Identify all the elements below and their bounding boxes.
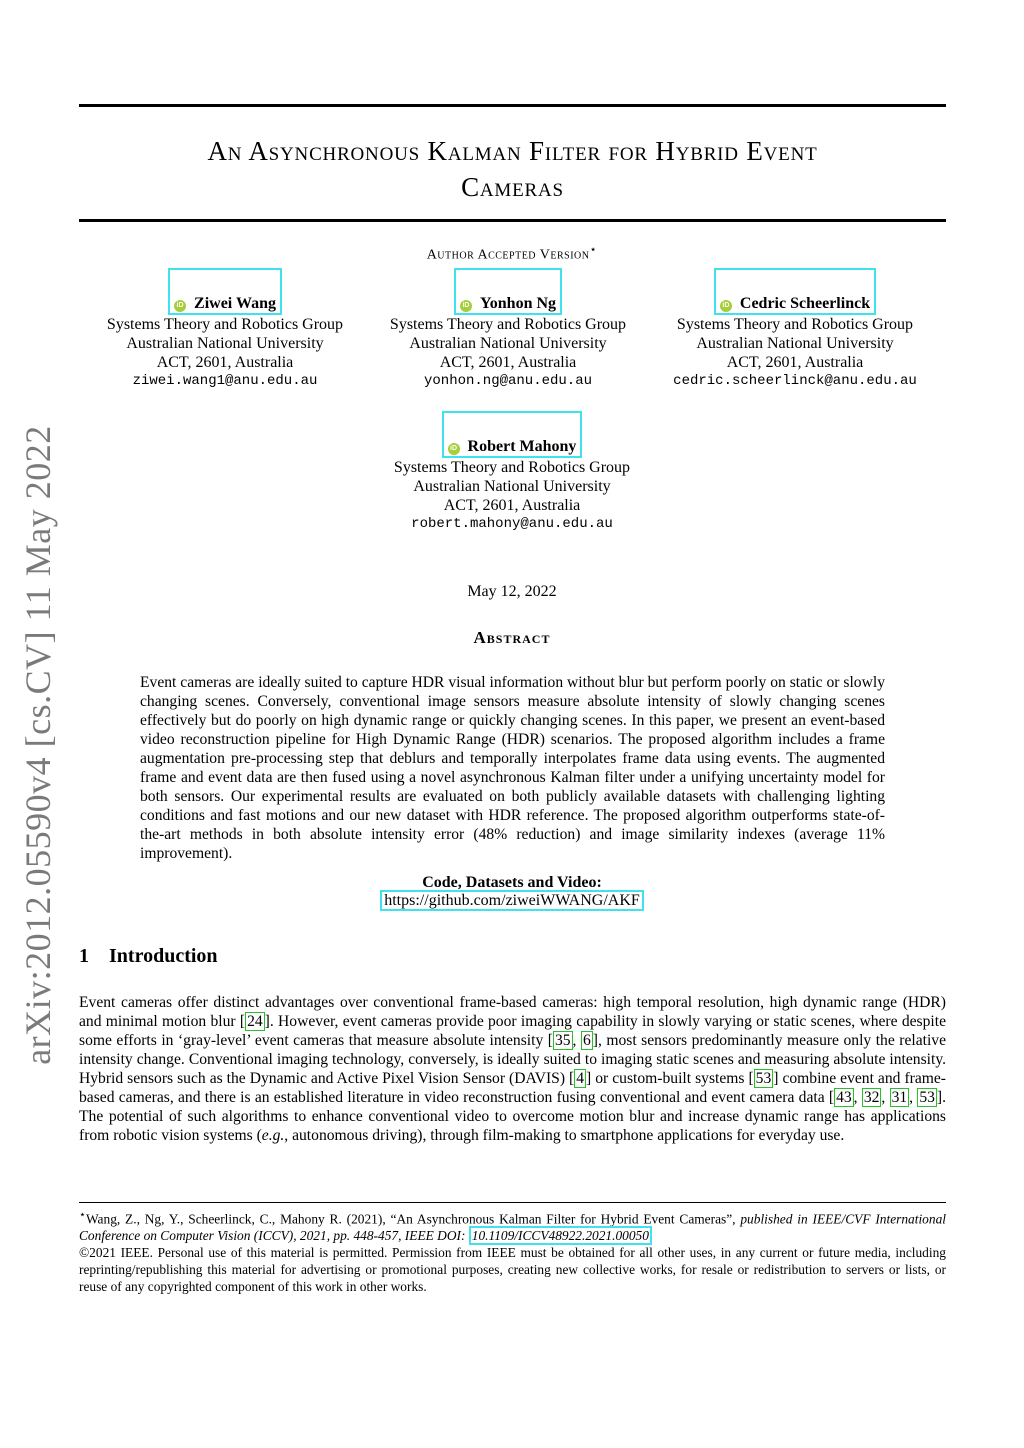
code-link[interactable]: https://github.com/ziweiWWANG/AKF [380, 890, 644, 911]
author-block-1 [90, 268, 360, 391]
citation-link[interactable]: 53 [755, 1070, 772, 1087]
author-university: Australian National University [126, 335, 324, 352]
section-title: Introduction [109, 945, 218, 967]
citation-link[interactable]: 32 [863, 1089, 880, 1106]
orcid-icon[interactable]: iD [174, 300, 186, 312]
author-name: Robert Mahony [467, 438, 577, 455]
author-group: Systems Theory and Robotics Group [389, 316, 627, 333]
author-group: Systems Theory and Robotics Group [393, 459, 631, 476]
intro-text: , [572, 1032, 581, 1049]
citation-link[interactable]: 24 [247, 1013, 263, 1030]
arxiv-stamp [8, 425, 68, 1065]
author-block-4 [377, 411, 647, 534]
orcid-icon[interactable]: iD [448, 443, 460, 455]
author-name: Yonhon Ng [479, 295, 557, 312]
intro-text: ], most sensors predominantly measure only the relative intensity change. Conventional imaging technology, conversely, is ideally suited to imaging static scenes and measuring absolute intensity. Hybrid sensors such as the Dynamic and Active Pixel Vision Sensor (DAVIS) [ [79, 1032, 947, 1087]
footnote-rule [79, 1202, 946, 1203]
author-address: ACT, 2601, Australia [156, 354, 294, 371]
doi-link[interactable]: 10.1109/ICCV48922.2021.00050 [469, 1226, 652, 1245]
section-number: 1 [79, 945, 89, 967]
author-email: ziwei.wang1@anu.edu.au [132, 373, 318, 389]
footnote [79, 1207, 946, 1295]
orcid-icon[interactable]: iD [720, 300, 732, 312]
author-name: Ziwei Wang [194, 295, 276, 312]
author-email: robert.mahony@anu.edu.au [411, 516, 613, 532]
author-address: ACT, 2601, Australia [439, 354, 577, 371]
version-mark: ⋆ [589, 243, 598, 256]
title-rule-bottom [79, 219, 946, 222]
author-group: Systems Theory and Robotics Group [106, 316, 344, 333]
citation-link[interactable]: 43 [836, 1089, 852, 1106]
footnote-text: Wang, Z., Ng, Y., Scheerlinck, C., Mahony R. (2021), “An Asynchronous Kalman Filter for Hybrid Event Cameras”, [85, 1211, 741, 1227]
author-name-link-1[interactable] [168, 268, 282, 315]
abstract-text: Event cameras are ideally suited to capture HDR visual information without blur but perform poorly on static or slowly changing scenes. Conversely, conventional image sensors measure absolute intensity of slowly changing scenes effectively but do poorly on high dynamic range or quickly changing scenes. In this paper, we present an event-based video reconstruction pipeline for High Dynamic Range (HDR) scenarios. The proposed algorithm includes a frame augmentation pre-processing step that deblurs and temporally interpolates frame data using events. The augmented frame and event data are then fused using a novel asynchronous Kalman filter under a unifying uncertainty model for both sensors. Our experimental results are evaluated on both publicly available datasets with challenging lighting conditions and fast motions and our new dataset with HDR reference. The proposed algorithm outperforms state-of-the-art methods in both absolute intensity error (48% reduction) and image similarity indexes (average 11% improvement). [140, 674, 885, 862]
author-name-link-3[interactable] [714, 268, 876, 315]
author-block-3 [655, 268, 935, 391]
author-name: Cedric Scheerlinck [739, 295, 871, 312]
intro-text: ] or custom-built systems [ [586, 1070, 754, 1087]
footnote-citation [79, 1207, 946, 1244]
author-email: cedric.scheerlinck@anu.edu.au [673, 373, 917, 389]
intro-text: , [881, 1089, 890, 1106]
intro-text: , [853, 1089, 862, 1106]
intro-text: ]. However, event cameras provide poor imaging capability in slowly varying or static scenes, where despite some efforts in ‘gray-level’ event cameras that measure absolute intensity [ [79, 1013, 946, 1049]
intro-text: , [909, 1089, 918, 1106]
code-heading: Code, Datasets and Video: [422, 874, 602, 891]
title-rule-top [79, 104, 946, 107]
author-university: Australian National University [696, 335, 894, 352]
arxiv-stamp-text: arXiv:2012.05590v4 [cs.CV] 11 May 2022 [18, 425, 59, 1065]
intro-text: Event cameras offer distinct advantages over conventional frame-based cameras: high temporal resolution, high dynamic range (HDR) and minimal motion blur [ [79, 994, 946, 1030]
title-line-1: An Asynchronous Kalman Filter for Hybrid Event [207, 136, 818, 166]
orcid-icon[interactable]: iD [460, 300, 472, 312]
footnote-mark: ⋆ [79, 1209, 86, 1221]
author-group: Systems Theory and Robotics Group [676, 316, 914, 333]
citation-link[interactable]: 31 [891, 1089, 908, 1106]
citation-link[interactable]: 4 [576, 1070, 585, 1087]
author-block-2 [373, 268, 643, 391]
author-address: ACT, 2601, Australia [726, 354, 864, 371]
citation-link[interactable]: 35 [554, 1032, 571, 1049]
footnote-venue: published in IEEE/CVF International Conference on Computer Vision (ICCV), 2021, pp. 448-457, IEEE DOI: [79, 1211, 946, 1244]
abstract-heading: Abstract [473, 628, 551, 647]
author-address: ACT, 2601, Australia [443, 497, 581, 514]
author-email: yonhon.ng@anu.edu.au [423, 373, 593, 389]
paper-title [79, 133, 946, 205]
version-label [0, 242, 1024, 264]
citation-link[interactable]: 53 [919, 1089, 935, 1106]
version-text: Author Accepted Version [426, 247, 590, 263]
author-name-link-2[interactable] [454, 268, 562, 315]
intro-text-italic: e.g. [261, 1127, 285, 1144]
intro-text: ]. The potential of such algorithms to enhance conventional video to overcome motion blur and increase dynamic range has applications from robotic vision systems ( [79, 1089, 947, 1144]
author-university: Australian National University [409, 335, 607, 352]
author-university: Australian National University [413, 478, 611, 495]
intro-text: ] combine event and frame-based cameras, and there is an established literature in video reconstruction fusing conventional and event camera data [ [79, 1070, 946, 1106]
intro-text: , autonomous driving), through film-making to smartphone applications for everyday use. [284, 1127, 845, 1144]
intro-paragraph [79, 993, 946, 1145]
section-heading [79, 945, 218, 968]
footnote-copyright: ©2021 IEEE. Personal use of this material is permitted. Permission from IEEE must be obtained for all other uses, in any current or future media, including reprinting/republishing this material for advertising or promotional purposes, creating new collective works, for resale or redistribution to servers or lists, or reuse of any copyrighted component of this work in other works. [79, 1245, 946, 1295]
code-link-row [0, 892, 1024, 910]
citation-link[interactable]: 6 [582, 1032, 591, 1049]
paper-date: May 12, 2022 [467, 583, 557, 600]
title-line-2: Cameras [461, 172, 564, 202]
author-name-link-4[interactable] [442, 411, 583, 458]
